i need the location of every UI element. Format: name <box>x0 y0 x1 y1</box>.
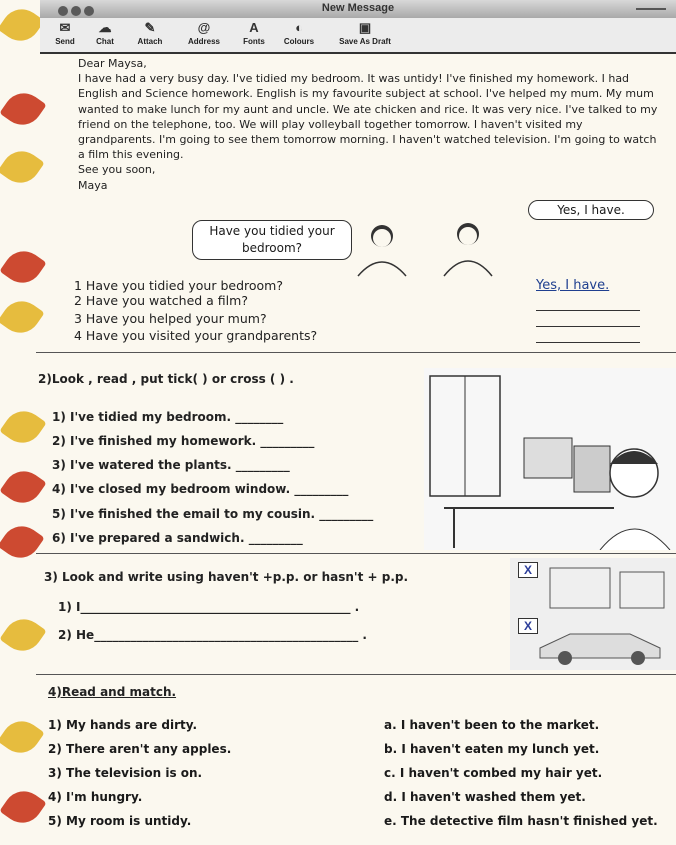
chat-button[interactable]: ☁ Chat <box>96 20 114 46</box>
leaf-icon <box>0 783 47 830</box>
leaf-icon <box>0 293 45 340</box>
leaf-icon <box>0 518 45 565</box>
section-divider <box>36 352 676 353</box>
cross-mark-1: X <box>518 562 538 578</box>
section-3-item-2[interactable]: 2) He____________________________________________ . <box>58 628 367 642</box>
leaf-icon <box>0 85 47 132</box>
window-titlebar <box>40 0 676 19</box>
save-draft-icon: ▣ <box>358 20 372 35</box>
match-left-5: 5) My room is untidy. <box>48 814 192 828</box>
letter-body <box>78 56 658 193</box>
section-divider <box>36 674 676 675</box>
fonts-button[interactable]: A Fonts <box>243 20 265 46</box>
match-right-b: b. I haven't eaten my lunch yet. <box>384 742 600 756</box>
answer-line-3[interactable] <box>536 326 640 327</box>
section-2-item-4: 4) I've closed my bedroom window. _________ <box>52 482 349 496</box>
section-2-item-1: 1) I've tidied my bedroom. ________ <box>52 410 284 424</box>
match-right-a: a. I haven't been to the market. <box>384 718 600 732</box>
section-2-item-5: 5) I've finished the email to my cousin. _________ <box>52 507 374 521</box>
section-4-title: 4)Read and match. <box>48 685 177 699</box>
send-button[interactable]: ✉ Send <box>55 20 75 46</box>
address-book-icon: @ <box>197 20 211 35</box>
leaf-icon <box>0 403 47 450</box>
letter-closing: See you soon, <box>78 163 156 177</box>
save-as-draft-button[interactable]: ▣ Save As Draft <box>339 20 391 46</box>
match-left-2: 2) There aren't any apples. <box>48 742 232 756</box>
section-2-title: 2)Look , read , put tick( ) or cross ( ) . <box>38 372 294 386</box>
question-4: 4 Have you visited your grandparents? <box>74 328 318 343</box>
section-3-title: 3) Look and write using haven't +p.p. or hasn't + p.p. <box>44 570 409 584</box>
leaf-icon <box>0 143 45 190</box>
cross-mark-2: X <box>518 618 538 634</box>
question-bubble: Have you tidied your bedroom? <box>192 220 352 260</box>
resize-handle-icon <box>636 8 666 10</box>
section-2-item-2: 2) I've finished my homework. _________ <box>52 434 315 448</box>
paperclip-icon: ✎ <box>144 20 156 35</box>
answer-line-2[interactable] <box>536 310 640 311</box>
match-left-3: 3) The television is on. <box>48 766 203 780</box>
match-left-1: 1) My hands are dirty. <box>48 718 198 732</box>
bedroom-illustration <box>424 368 676 550</box>
match-right-e: e. The detective film hasn't finished yet. <box>384 814 658 828</box>
attach-button[interactable]: ✎ Attach <box>137 20 163 46</box>
leaf-icon <box>0 611 47 658</box>
letter-text: I have had a very busy day. I've tidied my bedroom. It was untidy! I've finished my homework. I had English and Science homework. English is my favourite subject at school. I've helped my mum. My mum wanted to make lunch for my aunt and uncle. We ate chicken and rice. It was very nice. I've talked to my friend on the telephone, too. We will play volleyball together tomorrow. I haven't visited my grandparents. I'm going to see them tomorrow morning. I haven't watched television. I'm going to watch a film this evening. <box>78 72 658 162</box>
letter-greeting: Dear Maysa, <box>78 57 147 70</box>
section-2-item-6: 6) I've prepared a sandwich. _________ <box>52 531 303 545</box>
question-3: 3 Have you helped your mum? <box>74 311 267 326</box>
children-illustration <box>340 214 510 278</box>
match-left-4: 4) I'm hungry. <box>48 790 143 804</box>
section-2-item-3: 3) I've watered the plants. _________ <box>52 458 290 472</box>
font-icon: A <box>249 20 259 35</box>
colours-button[interactable]: ◐ Colours <box>283 20 315 46</box>
send-icon: ✉ <box>59 20 71 35</box>
answer-bubble: Yes, I have. <box>528 200 654 220</box>
match-right-c: c. I haven't combed my hair yet. <box>384 766 603 780</box>
leaf-border <box>0 0 46 845</box>
leaf-icon <box>0 243 47 290</box>
answer-1: Yes, I have. <box>536 278 610 293</box>
question-1: 1 Have you tidied your bedroom? <box>74 278 283 293</box>
letter-signature: Maya <box>78 178 108 192</box>
mail-toolbar <box>40 18 676 54</box>
palette-icon: ◐ <box>295 20 303 35</box>
question-2: 2 Have you watched a film? <box>74 293 248 308</box>
chat-icon: ☁ <box>98 20 112 35</box>
answer-line-4[interactable] <box>536 342 640 343</box>
address-button[interactable]: @ Address <box>187 20 220 46</box>
leaf-icon <box>0 1 45 48</box>
section-divider <box>36 553 676 554</box>
leaf-icon <box>0 713 45 760</box>
window-title: New Message <box>321 2 395 14</box>
leaf-icon <box>0 463 47 510</box>
section-3-item-1[interactable]: 1) I_____________________________________________ . <box>58 600 360 614</box>
match-right-d: d. I haven't washed them yet. <box>384 790 586 804</box>
